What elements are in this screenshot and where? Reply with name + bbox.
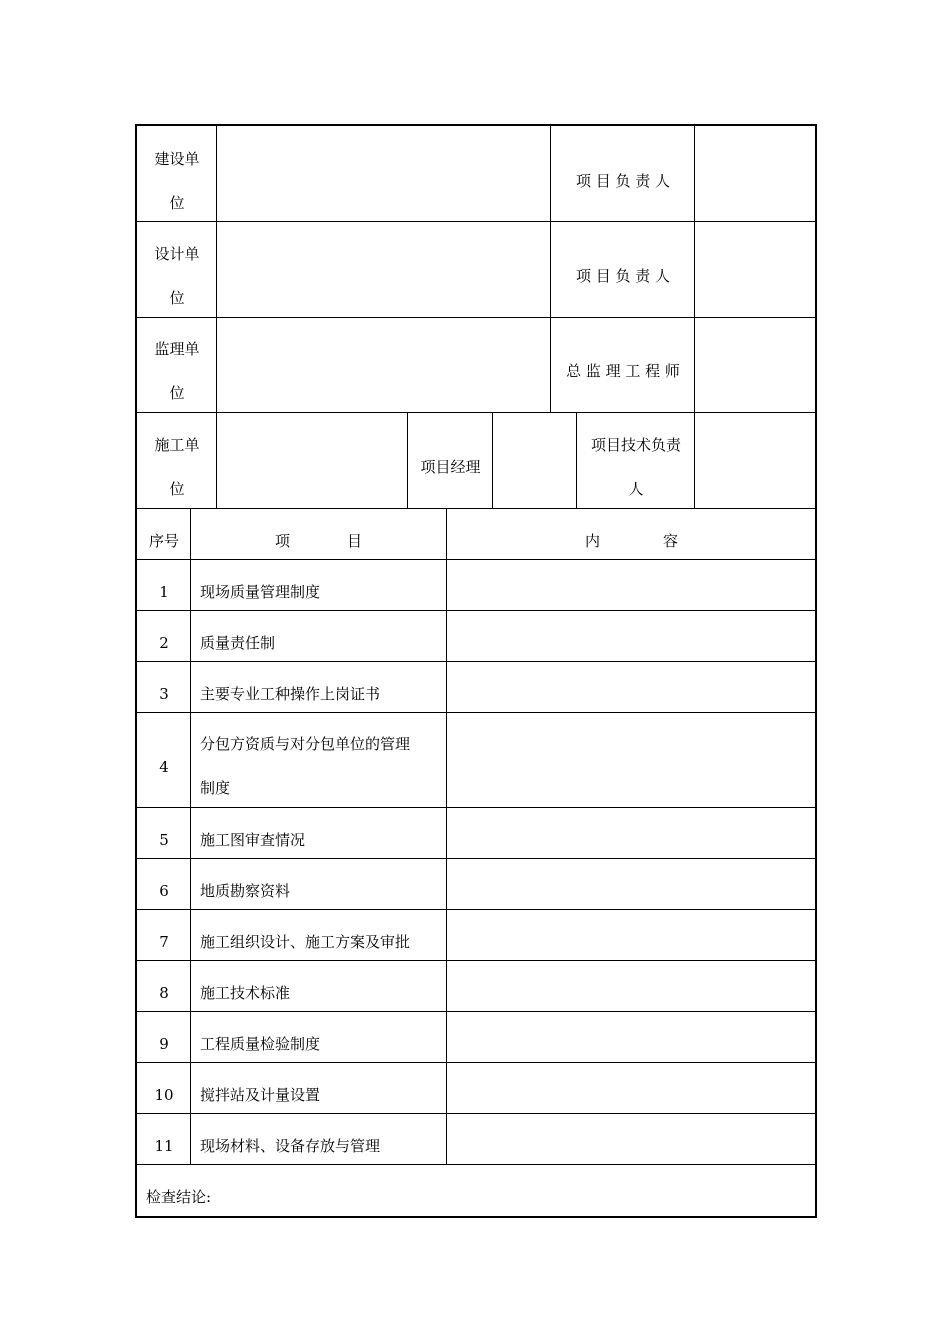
- supervision-unit-value-cell[interactable]: [217, 318, 551, 413]
- contractor-label-cell: [137, 413, 217, 509]
- project-manager-label-cell: [408, 413, 493, 509]
- item-no: 9: [159, 1035, 169, 1053]
- item-no: 8: [159, 984, 169, 1002]
- item-no: 10: [154, 1086, 174, 1104]
- project-manager-label: 项目经理: [420, 458, 481, 476]
- tech-leader-label-line2: 人: [628, 480, 644, 498]
- item-name: 分包方资质与对分包单位的管理: [200, 735, 411, 753]
- project-manager-value-cell[interactable]: [493, 413, 577, 509]
- project-leader-value-cell[interactable]: [695, 126, 815, 222]
- construction-client-role-cell: [551, 126, 695, 222]
- item-name-cell: [191, 961, 447, 1012]
- item-name-cell: [191, 713, 447, 808]
- tech-leader-value-cell[interactable]: [695, 413, 815, 509]
- item-no-cell: [137, 713, 191, 808]
- contractor-label-line2: 位: [169, 480, 185, 498]
- design-project-leader-value-cell[interactable]: [695, 222, 815, 318]
- item-no-cell: [137, 1012, 191, 1063]
- item-no-cell: [137, 808, 191, 859]
- item-name-cell: [191, 560, 447, 611]
- item-no-cell: [137, 1114, 191, 1165]
- item-name: 地质勘察资料: [200, 882, 291, 900]
- item-no-cell: [137, 662, 191, 713]
- item-name-cell: [191, 1114, 447, 1165]
- item-content-cell[interactable]: [447, 859, 815, 910]
- construction-client-label-line2: 位: [169, 194, 185, 212]
- conclusion-cell[interactable]: [137, 1165, 815, 1216]
- item-header-cell: [191, 509, 447, 560]
- item-name-cell: [191, 662, 447, 713]
- design-unit-label-cell: [137, 222, 217, 318]
- tech-leader-label-line1: 项目技术负责: [590, 436, 681, 454]
- item-name-cell: [191, 910, 447, 961]
- supervision-unit-label-cell: [137, 318, 217, 413]
- item-content-cell[interactable]: [447, 1063, 815, 1114]
- item-name-cell: [191, 1063, 447, 1114]
- item-name: 现场质量管理制度: [200, 583, 321, 601]
- construction-client-label-line1: 建设单: [154, 150, 200, 168]
- item-no: 7: [159, 933, 169, 951]
- contractor-label-line1: 施工单: [154, 436, 200, 454]
- item-content-cell[interactable]: [447, 1114, 815, 1165]
- item-content-cell[interactable]: [447, 560, 815, 611]
- item-no: 2: [159, 634, 169, 652]
- contractor-value-cell[interactable]: [217, 413, 408, 509]
- tech-leader-label-cell: [577, 413, 695, 509]
- item-no: 6: [159, 882, 169, 900]
- seq-header-cell: [137, 509, 191, 560]
- item-content-cell[interactable]: [447, 1012, 815, 1063]
- item-no: 3: [159, 685, 169, 703]
- content-header-char1: 内: [585, 532, 601, 550]
- item-no: 4: [159, 758, 169, 776]
- supervision-unit-label-line1: 监理单: [154, 340, 200, 358]
- item-name: 现场材料、设备存放与管理: [200, 1137, 381, 1155]
- item-content-cell[interactable]: [447, 910, 815, 961]
- item-name-line2: 制度: [200, 779, 231, 797]
- seq-header: 序号: [148, 532, 179, 550]
- item-name: 施工技术标准: [200, 984, 291, 1002]
- item-no: 11: [154, 1137, 174, 1155]
- item-no-cell: [137, 910, 191, 961]
- item-no-cell: [137, 611, 191, 662]
- item-content-cell[interactable]: [447, 662, 815, 713]
- content-header-char2: 容: [663, 532, 679, 550]
- supervision-unit-label-line2: 位: [169, 384, 185, 402]
- design-unit-label-line1: 设计单: [154, 245, 200, 263]
- item-no-cell: [137, 859, 191, 910]
- item-no: 5: [159, 831, 169, 849]
- design-project-leader-label: 项 目 负 责 人: [575, 267, 671, 285]
- item-name: 质量责任制: [200, 634, 276, 652]
- item-name-cell: [191, 859, 447, 910]
- chief-supervisor-label: 总 监 理 工 程 师: [566, 362, 680, 380]
- item-name-cell: [191, 611, 447, 662]
- item-name: 工程质量检验制度: [200, 1035, 321, 1053]
- item-content-cell[interactable]: [447, 713, 815, 808]
- item-name: 施工组织设计、施工方案及审批: [200, 933, 411, 951]
- item-name-cell: [191, 1012, 447, 1063]
- item-no: 1: [159, 583, 169, 601]
- item-content-cell[interactable]: [447, 808, 815, 859]
- item-name: 主要专业工种操作上岗证书: [200, 685, 381, 703]
- design-unit-label-line2: 位: [169, 289, 185, 307]
- project-leader-label: 项 目 负 责 人: [575, 172, 671, 190]
- item-name: 搅拌站及计量设置: [200, 1086, 321, 1104]
- design-unit-role-cell: [551, 222, 695, 318]
- item-header-char1: 项: [275, 532, 291, 550]
- conclusion-label: 检查结论:: [146, 1188, 212, 1206]
- construction-client-value-cell[interactable]: [217, 126, 551, 222]
- content-header-cell: [447, 509, 815, 560]
- item-content-cell[interactable]: [447, 961, 815, 1012]
- item-no-cell: [137, 1063, 191, 1114]
- chief-supervisor-value-cell[interactable]: [695, 318, 815, 413]
- design-unit-value-cell[interactable]: [217, 222, 551, 318]
- item-no-cell: [137, 961, 191, 1012]
- supervision-unit-role-cell: [551, 318, 695, 413]
- item-name: 施工图审查情况: [200, 831, 306, 849]
- item-content-cell[interactable]: [447, 611, 815, 662]
- inspection-form-table: [135, 124, 817, 1218]
- item-name-cell: [191, 808, 447, 859]
- item-header-char2: 目: [347, 532, 363, 550]
- item-no-cell: [137, 560, 191, 611]
- construction-client-label-cell: [137, 126, 217, 222]
